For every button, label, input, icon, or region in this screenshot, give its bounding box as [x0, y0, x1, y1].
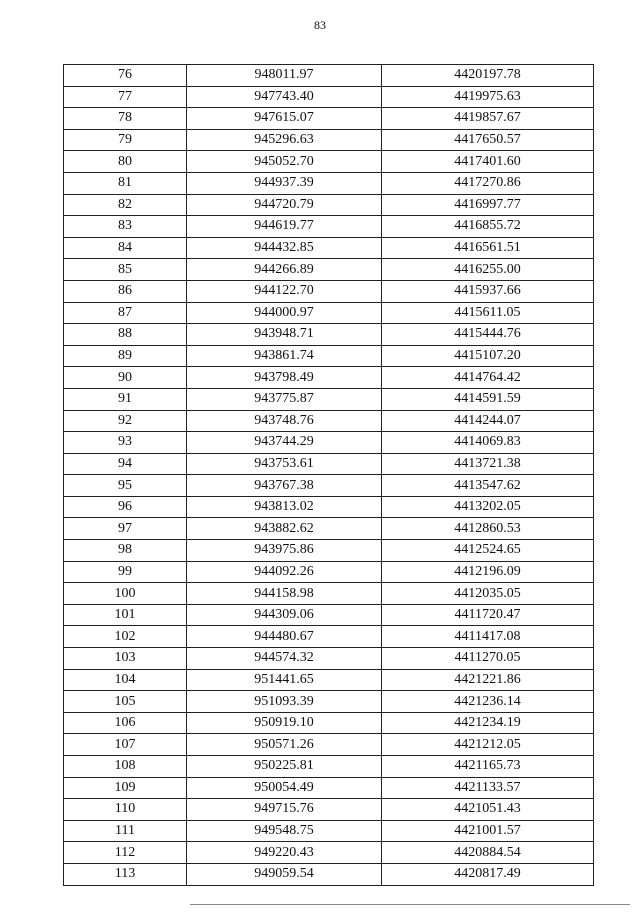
y-coordinate-cell: 4415107.20 [382, 345, 594, 367]
point-number-cell: 90 [64, 367, 187, 389]
x-coordinate-cell: 943813.02 [187, 496, 382, 518]
table-row [64, 669, 594, 691]
point-number-cell: 85 [64, 259, 187, 281]
table-row [64, 259, 594, 281]
x-coordinate-cell: 945052.70 [187, 151, 382, 173]
point-number-cell: 83 [64, 216, 187, 238]
point-number-cell: 101 [64, 604, 187, 626]
point-number-cell: 113 [64, 863, 187, 885]
y-coordinate-cell: 4421234.19 [382, 712, 594, 734]
point-number-cell: 89 [64, 345, 187, 367]
x-coordinate-cell: 950919.10 [187, 712, 382, 734]
y-coordinate-cell: 4412524.65 [382, 540, 594, 562]
table-row [64, 65, 594, 87]
y-coordinate-cell: 4416255.00 [382, 259, 594, 281]
table-row [64, 842, 594, 864]
x-coordinate-cell: 943744.29 [187, 432, 382, 454]
y-coordinate-cell: 4415937.66 [382, 280, 594, 302]
table-row [64, 756, 594, 778]
table-row [64, 324, 594, 346]
x-coordinate-cell: 949220.43 [187, 842, 382, 864]
x-coordinate-cell: 950571.26 [187, 734, 382, 756]
point-number-cell: 95 [64, 475, 187, 497]
table-row [64, 194, 594, 216]
point-number-cell: 97 [64, 518, 187, 540]
x-coordinate-cell: 944158.98 [187, 583, 382, 605]
y-coordinate-cell: 4417650.57 [382, 129, 594, 151]
point-number-cell: 107 [64, 734, 187, 756]
point-number-cell: 91 [64, 388, 187, 410]
point-number-cell: 77 [64, 86, 187, 108]
x-coordinate-cell: 943775.87 [187, 388, 382, 410]
table-row [64, 863, 594, 885]
point-number-cell: 78 [64, 108, 187, 130]
x-coordinate-cell: 944720.79 [187, 194, 382, 216]
x-coordinate-cell: 945296.63 [187, 129, 382, 151]
table-row [64, 475, 594, 497]
table-row [64, 388, 594, 410]
y-coordinate-cell: 4412035.05 [382, 583, 594, 605]
point-number-cell: 99 [64, 561, 187, 583]
x-coordinate-cell: 943798.49 [187, 367, 382, 389]
table-row [64, 518, 594, 540]
y-coordinate-cell: 4421165.73 [382, 756, 594, 778]
x-coordinate-cell: 944574.32 [187, 648, 382, 670]
y-coordinate-cell: 4414244.07 [382, 410, 594, 432]
x-coordinate-cell: 943975.86 [187, 540, 382, 562]
y-coordinate-cell: 4413721.38 [382, 453, 594, 475]
x-coordinate-cell: 943948.71 [187, 324, 382, 346]
table-row [64, 86, 594, 108]
table-row [64, 820, 594, 842]
point-number-cell: 111 [64, 820, 187, 842]
x-coordinate-cell: 944480.67 [187, 626, 382, 648]
y-coordinate-cell: 4415444.76 [382, 324, 594, 346]
table-row [64, 583, 594, 605]
point-number-cell: 108 [64, 756, 187, 778]
table-row [64, 453, 594, 475]
table-row [64, 496, 594, 518]
point-number-cell: 112 [64, 842, 187, 864]
y-coordinate-cell: 4421001.57 [382, 820, 594, 842]
x-coordinate-cell: 943861.74 [187, 345, 382, 367]
y-coordinate-cell: 4417270.86 [382, 172, 594, 194]
y-coordinate-cell: 4419857.67 [382, 108, 594, 130]
point-number-cell: 82 [64, 194, 187, 216]
table-row [64, 734, 594, 756]
x-coordinate-cell: 944092.26 [187, 561, 382, 583]
point-number-cell: 106 [64, 712, 187, 734]
coordinates-table-body [64, 65, 594, 886]
point-number-cell: 109 [64, 777, 187, 799]
table-row [64, 626, 594, 648]
table-row [64, 432, 594, 454]
x-coordinate-cell: 947743.40 [187, 86, 382, 108]
table-row [64, 345, 594, 367]
point-number-cell: 102 [64, 626, 187, 648]
y-coordinate-cell: 4420817.49 [382, 863, 594, 885]
point-number-cell: 98 [64, 540, 187, 562]
x-coordinate-cell: 943753.61 [187, 453, 382, 475]
point-number-cell: 104 [64, 669, 187, 691]
x-coordinate-cell: 949715.76 [187, 799, 382, 821]
x-coordinate-cell: 943767.38 [187, 475, 382, 497]
point-number-cell: 87 [64, 302, 187, 324]
page-bottom-rule [190, 904, 630, 905]
y-coordinate-cell: 4415611.05 [382, 302, 594, 324]
y-coordinate-cell: 4420884.54 [382, 842, 594, 864]
y-coordinate-cell: 4412860.53 [382, 518, 594, 540]
y-coordinate-cell: 4417401.60 [382, 151, 594, 173]
table-row [64, 129, 594, 151]
y-coordinate-cell: 4416997.77 [382, 194, 594, 216]
y-coordinate-cell: 4414069.83 [382, 432, 594, 454]
point-number-cell: 88 [64, 324, 187, 346]
y-coordinate-cell: 4414764.42 [382, 367, 594, 389]
point-number-cell: 81 [64, 172, 187, 194]
table-row [64, 237, 594, 259]
point-number-cell: 92 [64, 410, 187, 432]
x-coordinate-cell: 949059.54 [187, 863, 382, 885]
point-number-cell: 105 [64, 691, 187, 713]
table-row [64, 108, 594, 130]
table-row [64, 777, 594, 799]
x-coordinate-cell: 944122.70 [187, 280, 382, 302]
table-row [64, 410, 594, 432]
table-row [64, 172, 594, 194]
point-number-cell: 80 [64, 151, 187, 173]
y-coordinate-cell: 4421212.05 [382, 734, 594, 756]
y-coordinate-cell: 4414591.59 [382, 388, 594, 410]
table-row [64, 151, 594, 173]
y-coordinate-cell: 4411417.08 [382, 626, 594, 648]
point-number-cell: 110 [64, 799, 187, 821]
y-coordinate-cell: 4416561.51 [382, 237, 594, 259]
y-coordinate-cell: 4411720.47 [382, 604, 594, 626]
point-number-cell: 84 [64, 237, 187, 259]
x-coordinate-cell: 948011.97 [187, 65, 382, 87]
y-coordinate-cell: 4419975.63 [382, 86, 594, 108]
y-coordinate-cell: 4421133.57 [382, 777, 594, 799]
x-coordinate-cell: 944432.85 [187, 237, 382, 259]
table-row [64, 561, 594, 583]
x-coordinate-cell: 943882.62 [187, 518, 382, 540]
x-coordinate-cell: 947615.07 [187, 108, 382, 130]
point-number-cell: 100 [64, 583, 187, 605]
x-coordinate-cell: 944266.89 [187, 259, 382, 281]
coordinates-table [63, 64, 594, 886]
point-number-cell: 103 [64, 648, 187, 670]
x-coordinate-cell: 951093.39 [187, 691, 382, 713]
table-row [64, 216, 594, 238]
x-coordinate-cell: 949548.75 [187, 820, 382, 842]
x-coordinate-cell: 950054.49 [187, 777, 382, 799]
table-row [64, 648, 594, 670]
table-row [64, 367, 594, 389]
table-row [64, 302, 594, 324]
point-number-cell: 93 [64, 432, 187, 454]
y-coordinate-cell: 4421236.14 [382, 691, 594, 713]
y-coordinate-cell: 4421221.86 [382, 669, 594, 691]
y-coordinate-cell: 4420197.78 [382, 65, 594, 87]
table-row [64, 604, 594, 626]
x-coordinate-cell: 951441.65 [187, 669, 382, 691]
y-coordinate-cell: 4412196.09 [382, 561, 594, 583]
table-row [64, 280, 594, 302]
point-number-cell: 79 [64, 129, 187, 151]
table-row [64, 540, 594, 562]
table-row [64, 691, 594, 713]
x-coordinate-cell: 944000.97 [187, 302, 382, 324]
x-coordinate-cell: 944937.39 [187, 172, 382, 194]
x-coordinate-cell: 944619.77 [187, 216, 382, 238]
table-row [64, 712, 594, 734]
table-row [64, 799, 594, 821]
point-number-cell: 76 [64, 65, 187, 87]
x-coordinate-cell: 943748.76 [187, 410, 382, 432]
point-number-cell: 94 [64, 453, 187, 475]
x-coordinate-cell: 950225.81 [187, 756, 382, 778]
y-coordinate-cell: 4421051.43 [382, 799, 594, 821]
y-coordinate-cell: 4413202.05 [382, 496, 594, 518]
y-coordinate-cell: 4413547.62 [382, 475, 594, 497]
point-number-cell: 96 [64, 496, 187, 518]
page-number: 83 [314, 18, 326, 32]
x-coordinate-cell: 944309.06 [187, 604, 382, 626]
point-number-cell: 86 [64, 280, 187, 302]
y-coordinate-cell: 4411270.05 [382, 648, 594, 670]
y-coordinate-cell: 4416855.72 [382, 216, 594, 238]
